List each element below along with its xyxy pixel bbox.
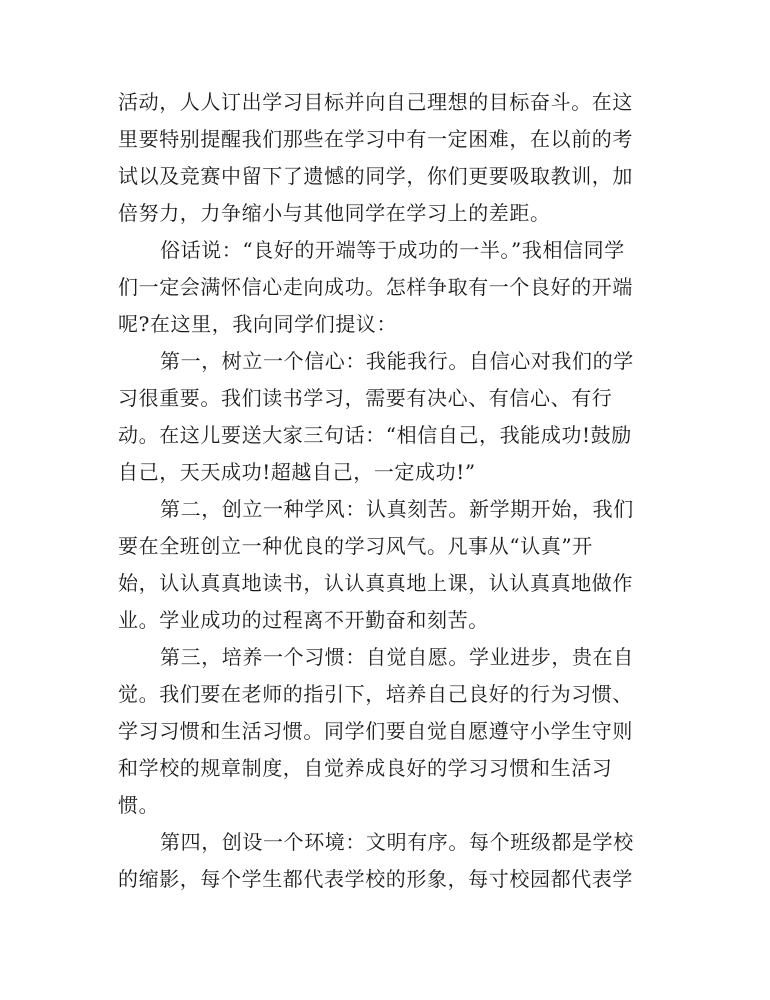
- text-line: 的缩影，每个学生都代表学校的形象，每寸校园都代表学: [118, 867, 633, 891]
- text-line: 要在全班创立一种优良的学习风气。凡事从“认真”开: [118, 534, 593, 558]
- text-line: 呢?在这里，我向同学们提议：: [118, 312, 398, 336]
- text-line: 活动，人人订出学习目标并向自己理想的目标奋斗。在这: [118, 90, 633, 114]
- text-line: 倍努力，力争缩小与其他同学在学习上的差距。: [118, 201, 551, 225]
- paragraph-start-line: 第一，树立一个信心：我能我行。自信心对我们的学: [160, 349, 634, 373]
- paragraph-start-line: 俗话说：“良好的开端等于成功的一半。”我相信同学: [160, 238, 625, 262]
- text-line: 里要特别提醒我们那些在学习中有一定困难，在以前的考: [118, 127, 633, 151]
- paragraph-start-line: 第三，培养一个习惯：自觉自愿。学业进步，贵在自: [160, 645, 634, 669]
- text-line: 业。学业成功的过程离不开勤奋和刻苦。: [118, 608, 489, 632]
- text-line: 习很重要。我们读书学习，需要有决心、有信心、有行: [118, 386, 613, 410]
- text-line: 觉。我们要在老师的指引下，培养自己良好的行为习惯、: [118, 682, 633, 706]
- text-line: 试以及竞赛中留下了遗憾的同学，你们更要吸取教训，加: [118, 164, 633, 188]
- text-line: 惯。: [118, 793, 160, 817]
- text-line: 自己，天天成功!超越自己，一定成功!”: [118, 460, 476, 484]
- text-line: 动。在这儿要送大家三句话：“相信自己，我能成功!鼓励: [118, 423, 632, 447]
- text-line: 和学校的规章制度，自觉养成良好的学习习惯和生活习: [118, 756, 613, 780]
- paragraph-start-line: 第四，创设一个环境：文明有序。每个班级都是学校: [160, 830, 634, 854]
- paragraph-start-line: 第二，创立一种学风：认真刻苦。新学期开始，我们: [160, 497, 634, 521]
- text-line: 始，认认真真地读书，认认真真地上课，认认真真地做作: [118, 571, 633, 595]
- body-text: [118, 84, 658, 898]
- text-line: 学习习惯和生活习惯。同学们要自觉自愿遵守小学生守则: [118, 719, 633, 743]
- text-line: 们一定会满怀信心走向成功。怎样争取有一个良好的开端: [118, 275, 633, 299]
